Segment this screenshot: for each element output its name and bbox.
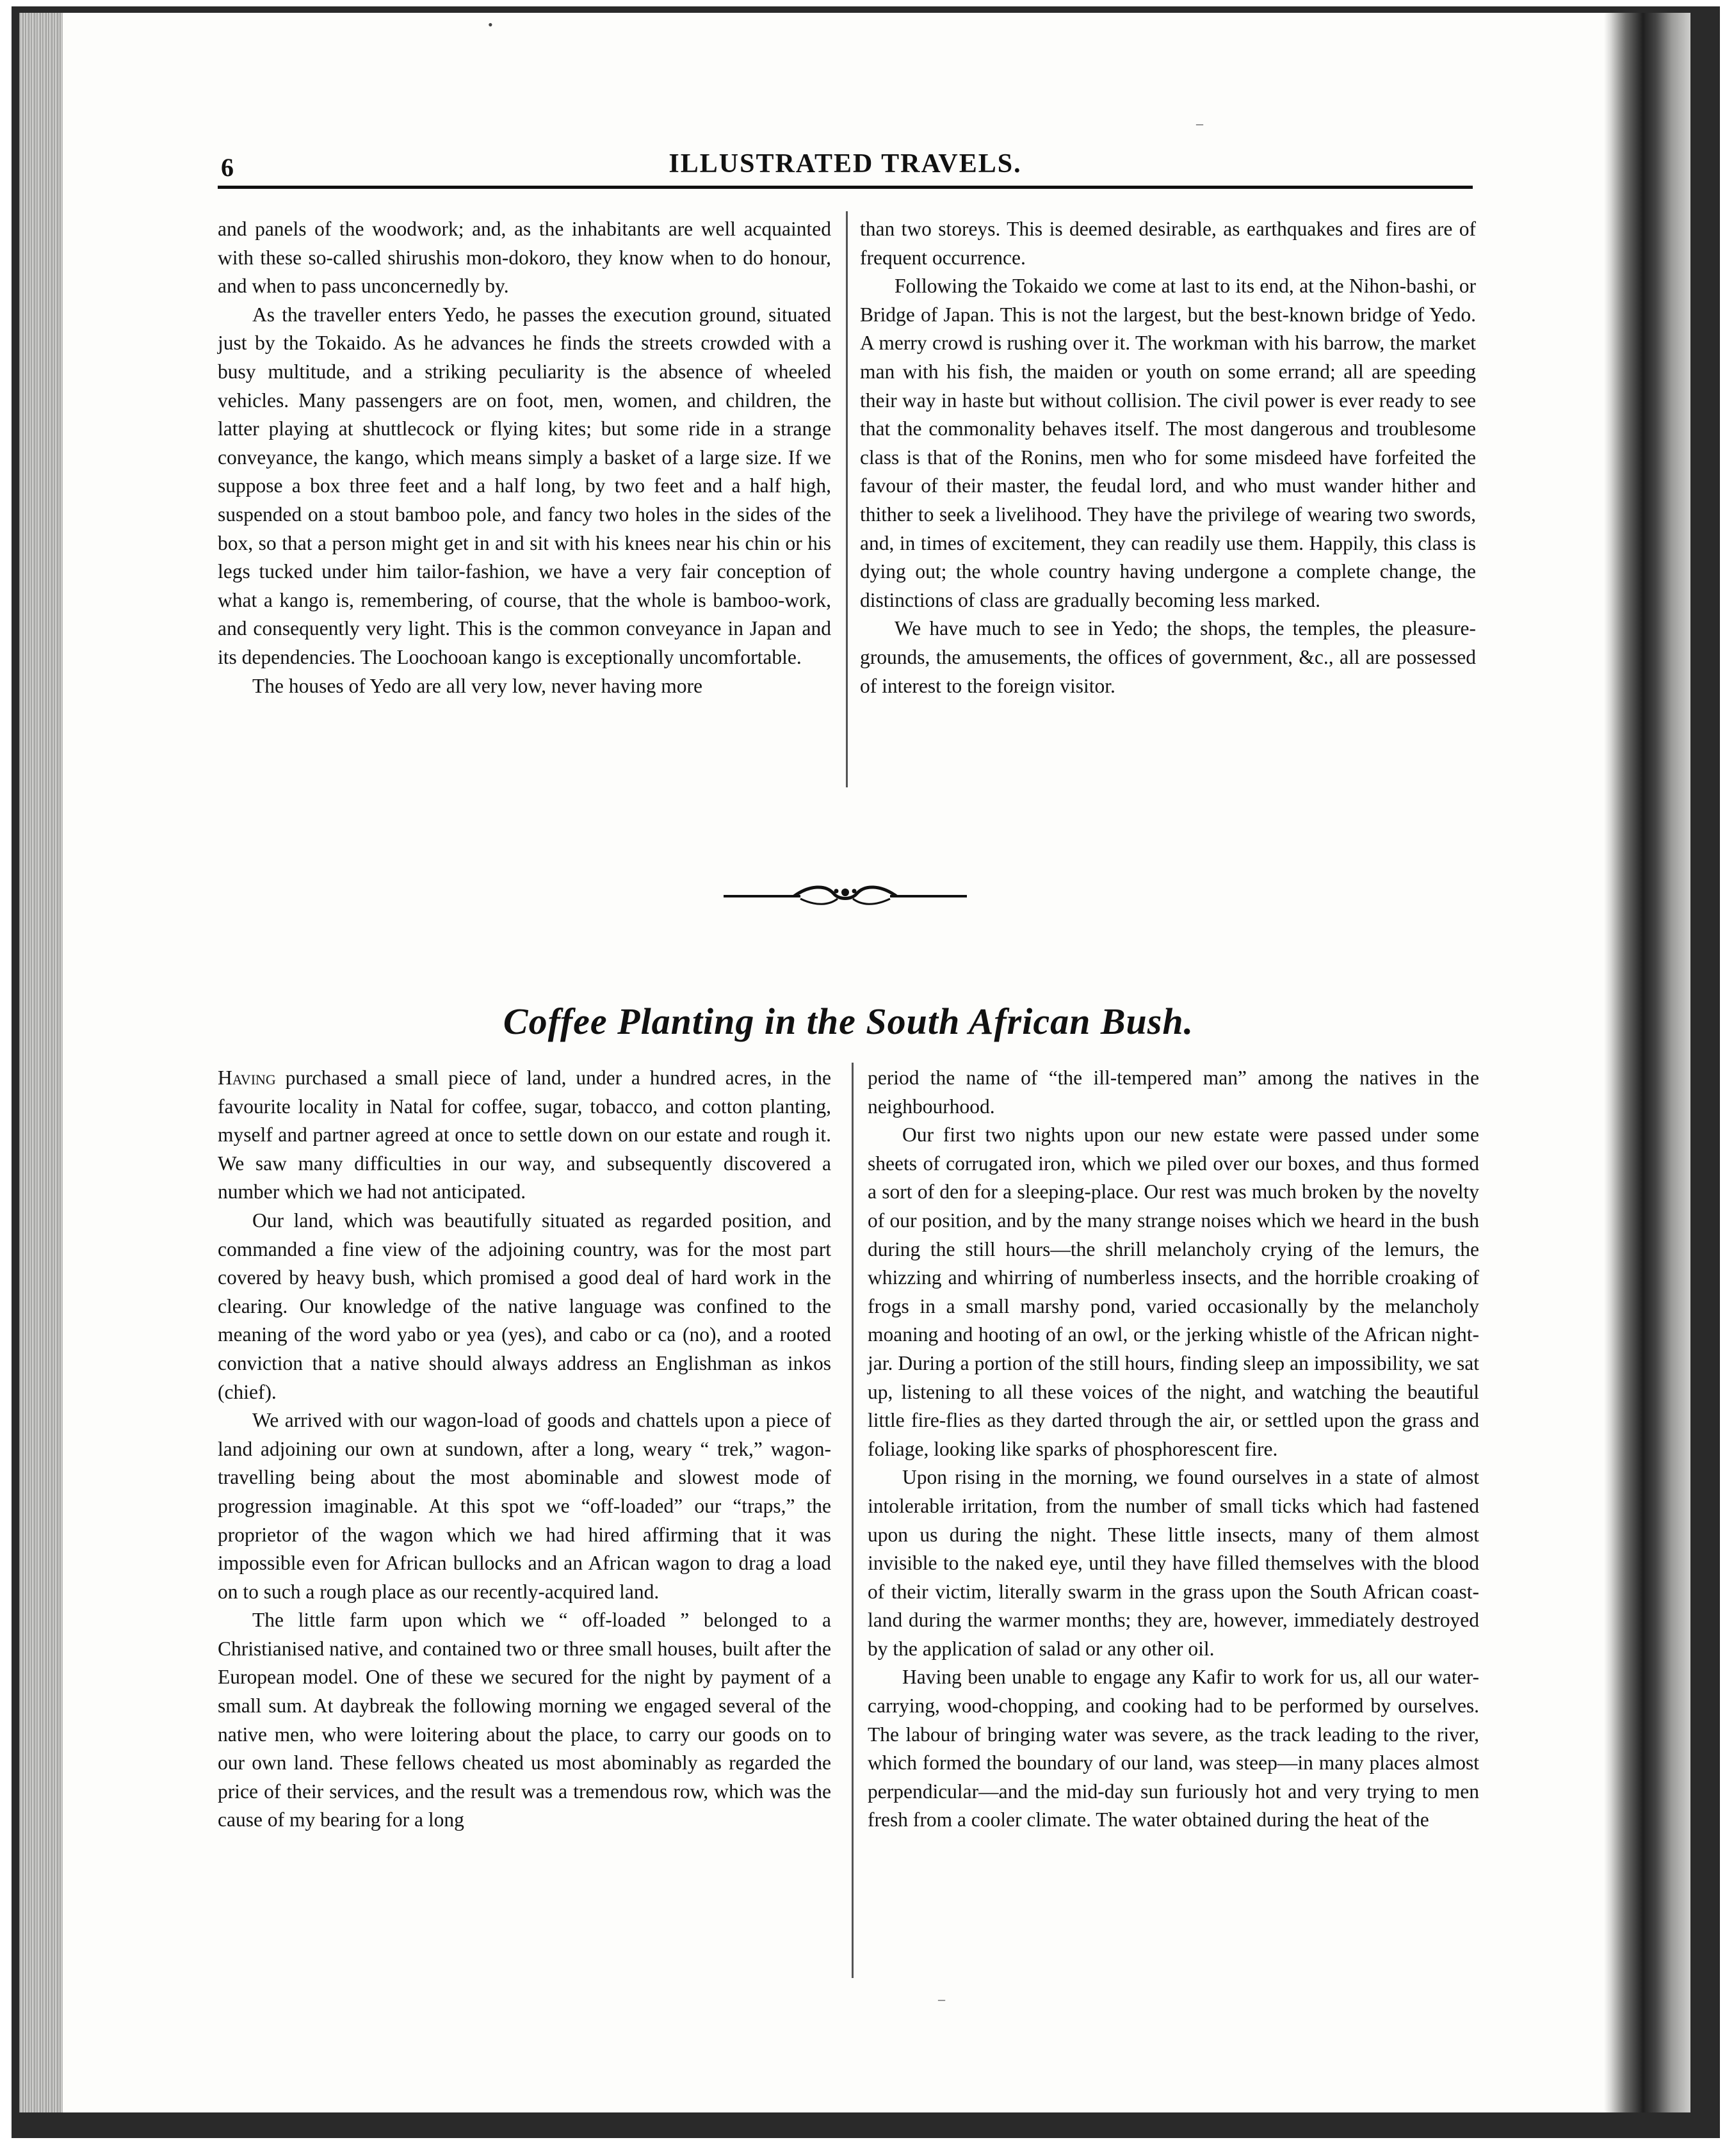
column-divider [846, 211, 848, 787]
book-gutter-shadow [1604, 13, 1690, 2112]
paragraph: As the traveller enters Yedo, he passes the execution ground, situated just by the Tokaido. As he advances he finds the streets crowded with a busy multitude, and a striking peculiarity is the absence of wheeled vehicles. Many passengers are on foot, men, women, and children, the latter playing at shuttlecock or flying kites; but some ride in a strange conveyance, the kango, which means simply a basket of a large size. If we suppose a box three feet and a half long, by two feet and a half high, suspended on a stout bamboo pole, and fancy two holes in the sides of the box, so that a person might get in and sit with his knees near his chin or his legs tucked under him tailor-fashion, we have a very fair conception of what a kango is, remembering, of course, that the whole is bamboo-work, and consequently very light. This is the common conveyance in Japan and its dependencies. The Loochooan kango is exceptionally uncomfortable. [218, 303, 831, 668]
article-left-column [218, 1064, 831, 1835]
paragraph: than two storeys. This is deemed desirable, as earthquakes and fires are of frequent occurrence. [860, 218, 1476, 269]
paragraph: Our land, which was beautifully situated as regarded position, and commanded a fine view of the adjoining country, was for the most part covered by heavy bush, which promised a good deal of hard work in the clearing. Our knowledge of the native language was confined to the meaning of the word yabo or yea (yes), and cabo or ca (no), and a rooted conviction that a native should always address an Englishman as inkos (chief). [218, 1209, 831, 1403]
paragraph: and panels of the woodwork; and, as the inhabitants are well acquainted with these so-called shirushis mon-dokoro, they know when to do honour, and when to pass unconcernedly by. [218, 218, 831, 298]
paragraph: We arrived with our wagon-load of goods and chattels upon a piece of land adjoining our own at sundown, after a long, weary “ trek,” wagon-travelling being about the most abominable and slowest mode of progression imaginable. At this spot we “off-loaded” our “traps,” the proprietor of the wagon which we had hired affirming that it was impossible even for African bullocks and an African wagon to drag a load on to such a rough place as our recently-acquired land. [218, 1409, 831, 1603]
yedo-left-column [218, 215, 831, 700]
paragraph: period the name of “the ill-tempered man” among the natives in the neighbourhood. [868, 1066, 1479, 1118]
scan-speck: – [938, 1991, 945, 2007]
running-title: ILLUSTRATED TRAVELS. [668, 149, 1022, 179]
article-right-column [868, 1064, 1479, 1835]
scan-speck: – [1196, 115, 1203, 131]
book-page-edges [19, 13, 63, 2112]
paragraph: Having been unable to engage any Kafir to work for us, all our water-carrying, wood-chopping, and cooking had to be performed by ourselves. The labour of bringing water was severe, as the track leading to the river, which formed the boundary of our land, was steep—in many places almost perpendicular—and the mid-day sun furiously hot and very trying to men fresh from a cooler climate. The water obtained during the heat of the [868, 1666, 1479, 1831]
paragraph: Following the Tokaido we come at last to its end, at the Nihon-bashi, or Bridge of Japan. This is not the largest, but the best-known bridge of Yedo. A merry crowd is rushing over it. The workman with his barrow, the market man with his fish, the maiden or youth on some errand; all are speeding their way in haste but without collision. The civil power is ever ready to see that the commonality behaves itself. The most dangerous and troublesome class is that of the Ronins, men who for some misdeed have forfeited the favour of their master, the feudal lord, and who must wander hither and thither to seek a livelihood. They have the privilege of wearing two swords, and, in times of excitement, they can readily use them. Happily, this class is dying out; the whole country having undergone a complete change, the distinctions of class are gradually becoming less marked. [860, 275, 1476, 611]
paragraph: Our first two nights upon our new estate were passed under some sheets of corrugated iron, which we piled over our boxes, and thus formed a sort of den for a sleeping-place. Our rest was much broken by the novelty of our position, and by the many strange noises which we heard in the bush during the still hours—the shrill melancholy crying of the lemurs, the whizzing and whirring of numberless insects, and the horrible croaking of frogs in a small marshy pond, varied occasionally by the melancholy moaning and hooting of an owl, or the jerking whistle of the African night-jar. During a portion of the still hours, finding sleep an impossibility, we sat up, listening to all these voices of the night, and watching the beautiful little fire-flies as they darted through the air, or settled upon the grass and foliage, looking like sparks of phosphorescent fire. [868, 1123, 1479, 1460]
paragraph: Upon rising in the morning, we found ourselves in a state of almost intolerable irritation, from the number of small ticks which had fastened upon us during the night. These little insects, many of them almost invisible to the naked eye, until they have filled themselves with the blood of their victim, literally swarm in the grass upon the South African coast-land during the warmer months; they are, however, immediately destroyed by the application of salad or any other oil. [868, 1466, 1479, 1660]
page-number: 6 [221, 153, 234, 182]
paragraph: The houses of Yedo are all very low, never having more [252, 674, 703, 697]
paragraph: The little farm upon which we “ off-loaded ” belonged to a Christianised native, and contained two or three small houses, built after the European model. One of these we secured for the night by payment of a small sum. At daybreak the following morning we engaged several of the native men, who were loitering about the place, to carry our goods on to our own land. These fellows cheated us most abominably as regarded the price of their services, and the result was a tremendous row, which was the cause of my bearing for a long [218, 1609, 831, 1831]
section-ornament [724, 877, 967, 913]
header-rule [218, 186, 1473, 189]
article-title: Coffee Planting in the South African Bush. [503, 1001, 1194, 1042]
drop-word: Having [218, 1066, 276, 1089]
opening-text: purchased a small piece of land, under a hundred acres, in the favourite locality in Natal for coffee, sugar, tobacco, and cotton planting, myself and partner agreed at once to settle down on our estate and rough it. We saw many difficulties in our way, and subsequently discovered a number which we had not anticipated. [218, 1066, 831, 1203]
opening-paragraph [218, 1064, 831, 1207]
paragraph: We have much to see in Yedo; the shops, the temples, the pleasure-grounds, the amusements, the offices of government, &c., all are possessed of interest to the foreign visitor. [860, 617, 1476, 697]
scan-speck: • [488, 17, 493, 33]
yedo-right-column [860, 215, 1476, 700]
column-divider [852, 1063, 854, 1978]
